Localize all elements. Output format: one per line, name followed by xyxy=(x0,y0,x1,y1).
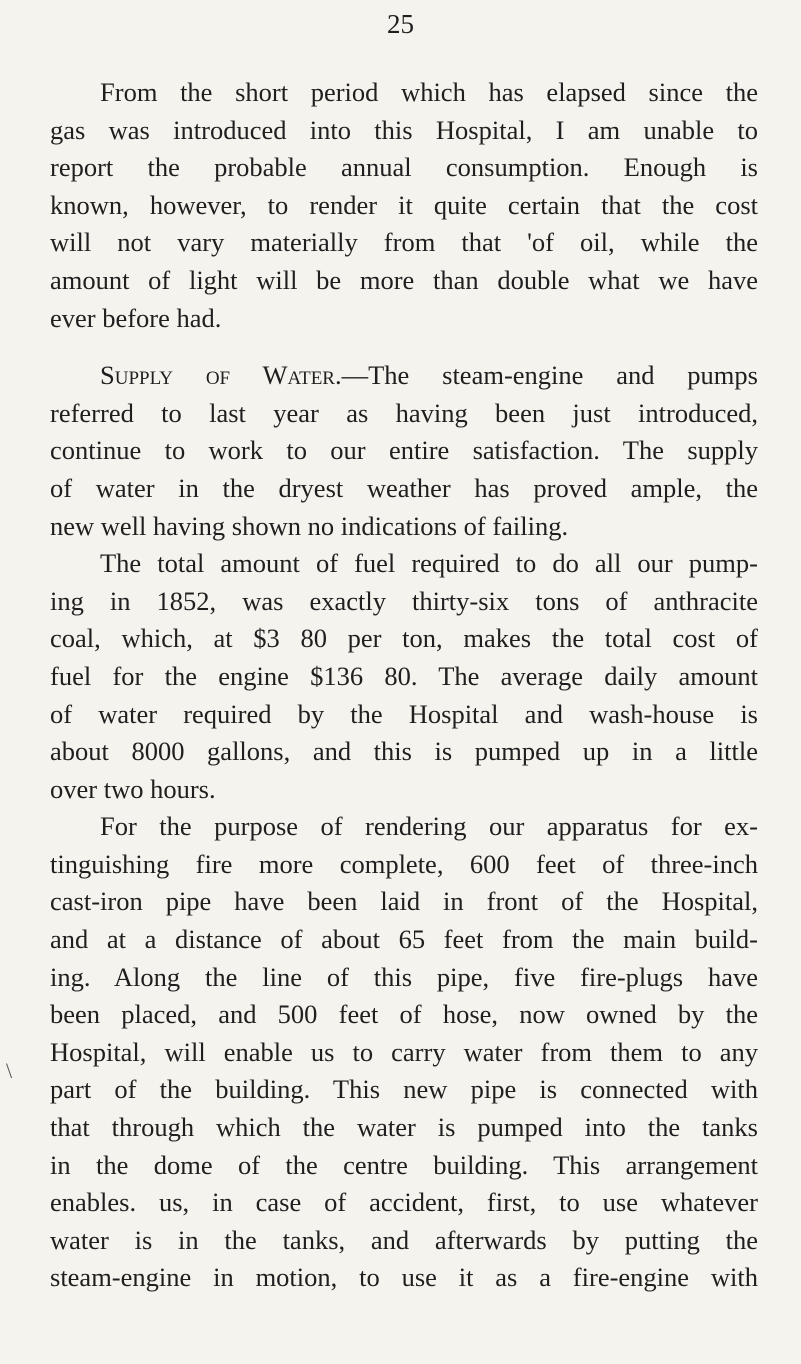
paragraph-gas xyxy=(50,74,758,337)
text-line: about 8000 gallons, and this is pumped up in a little xyxy=(50,736,758,767)
text-line: ing in 1852, was exactly thirty-six tons of anthracite xyxy=(50,585,758,616)
text-line: ing. Along the line of this pipe, five fire-plugs have xyxy=(50,961,758,992)
text-line: enables. us, in case of accident, first, to use whatever xyxy=(50,1187,758,1218)
text-line: steam-engine in motion, to use it as a fire-engine with xyxy=(50,1262,758,1293)
page-number: 25 xyxy=(387,9,414,39)
text-line-rest: —The steam-engine and pumps xyxy=(341,360,758,391)
body-text xyxy=(50,74,758,1297)
paragraph-fire-apparatus xyxy=(50,808,758,1297)
margin-mark: \ xyxy=(6,1058,13,1083)
text-line: known, however, to render it quite certain that the cost xyxy=(50,189,758,220)
text-line: Hospital, will enable us to carry water from them to any xyxy=(50,1036,758,1067)
text-line: been placed, and 500 feet of hose, now owned by the xyxy=(50,999,758,1030)
section-heading: Supply of Water. xyxy=(100,360,342,391)
text-line: coal, which, at $3 80 per ton, makes the total cost of xyxy=(50,623,758,654)
text-line: of water in the dryest weather has proved ample, the xyxy=(50,472,758,503)
text-line: ever before had. xyxy=(50,302,222,333)
text-line: gas was introduced into this Hospital, I am unable to xyxy=(50,114,758,145)
text-line: of water required by the Hospital and wash-house is xyxy=(50,698,758,729)
text-line: For the purpose of rendering our apparatus for ex- xyxy=(100,811,758,842)
text-line xyxy=(50,357,758,395)
text-line: tinguishing fire more complete, 600 feet of three-inch xyxy=(50,848,758,879)
text-line: From the short period which has elapsed since the xyxy=(100,77,758,107)
text-line: in the dome of the centre building. This arrangement xyxy=(50,1149,758,1180)
text-line: continue to work to our entire satisfaction. The supply xyxy=(50,435,758,466)
text-line: amount of light will be more than double what we have xyxy=(50,264,758,295)
text-line: part of the building. This new pipe is connected with xyxy=(50,1074,758,1105)
text-line: new well having shown no indications of failing. xyxy=(50,510,569,541)
text-line: will not vary materially from that 'of oil, while the xyxy=(50,227,758,258)
text-line: that through which the water is pumped into the tanks xyxy=(50,1112,758,1143)
text-line: The total amount of fuel required to do all our pump- xyxy=(100,548,758,579)
text-line: and at a distance of about 65 feet from the main build- xyxy=(50,924,758,955)
text-line: water is in the tanks, and afterwards by putting the xyxy=(50,1224,758,1255)
text-line: over two hours. xyxy=(50,773,216,804)
text-line: cast-iron pipe have been laid in front of the Hospital, xyxy=(50,886,758,917)
text-line: referred to last year as having been just introduced, xyxy=(50,397,758,428)
text-line: report the probable annual consumption. Enough is xyxy=(50,152,758,183)
paragraph-water-supply xyxy=(50,357,758,545)
text-line: fuel for the engine $136 80. The average daily amount xyxy=(50,660,758,691)
paragraph-fuel xyxy=(50,545,758,808)
